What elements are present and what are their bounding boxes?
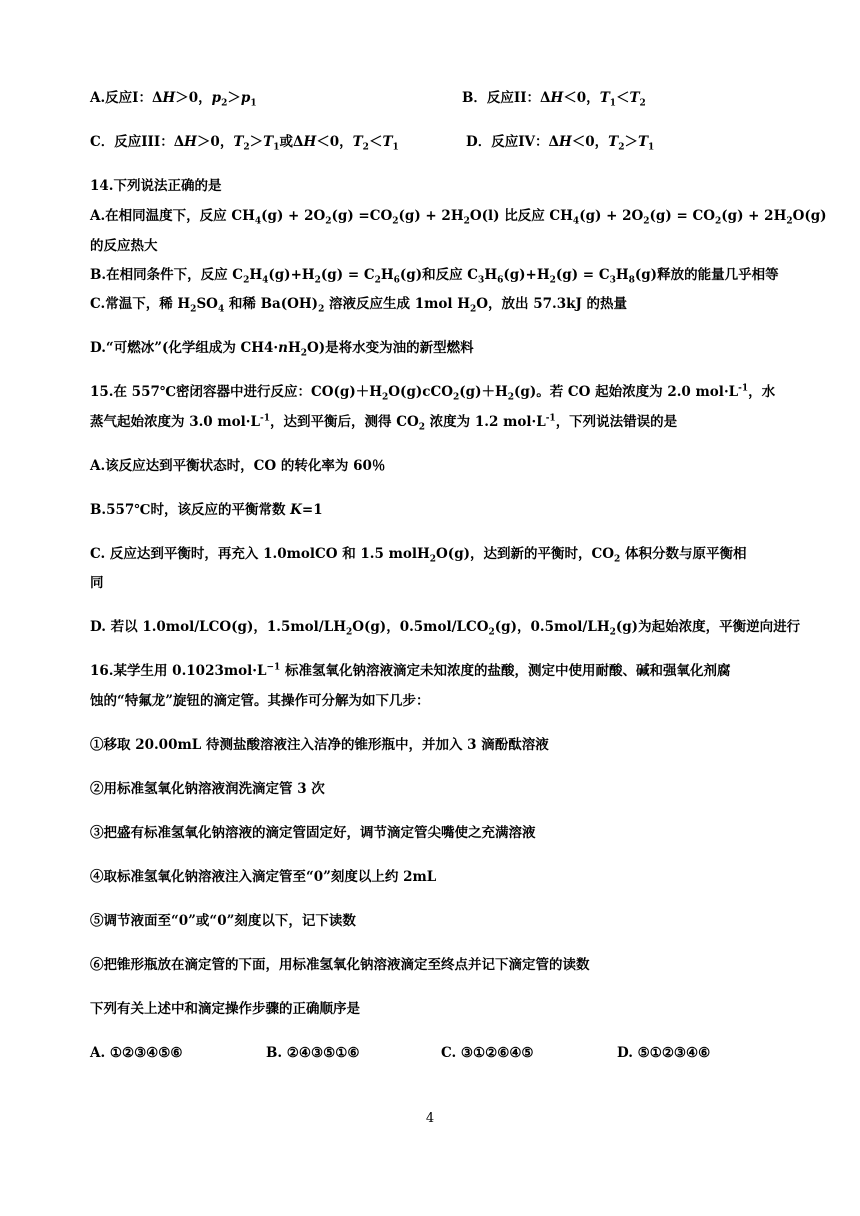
q14-option-c: C.常温下，稀 $H_2SO_4$ 和稀 $Ba(OH)_2$ 溶液反应生成 1mol $H_2O$，放出 57.3kJ 的热量 (90, 296, 628, 315)
q15-option-c-cont: 同 (90, 575, 104, 591)
q16-option-a: A. ①②③④⑤⑥ (90, 1045, 183, 1061)
q16-stem-cont: 蚀的“特氟龙”旋钮的滴定管。其操作可分解为如下几步： (90, 693, 430, 709)
q14-option-a: A.在相同温度下，反应 $CH_4(g) + 2O_2(g) =CO_2(g) + 2H_2O(l)$ 比反应 $CH_4(g) + 2O_2(g) = CO_2(g) + 2H_2O(g)$ (90, 208, 827, 227)
q16-option-c: C. ③①②⑥④⑤ (441, 1045, 534, 1061)
q16-step: ⑤调节液面至“0”或“0”刻度以下，记下读数 (90, 913, 356, 929)
q16-option-d: D. ⑤①②③④⑥ (617, 1045, 711, 1061)
q15-stem: 15.在 557℃密闭容器中进行反应：$CO(g)+H_2O(g)cCO_2(g)+H_2(g)$。若 CO 起始浓度为 2.0 $mol\cdot L^{-1}$，水 (90, 383, 776, 403)
q16-step: ③把盛有标准氢氧化钠溶液的滴定管固定好，调节滴定管尖嘴使之充满溶液 (90, 825, 536, 841)
q14-option-a-cont: 的反应热大 (90, 238, 158, 254)
page-number: 4 (425, 1111, 435, 1126)
q14-stem: 14.下列说法正确的是 (90, 178, 222, 194)
q13-option-c: C．反应III：ΔH＞0，$T_2>T_1$或ΔH＜0，$T_2<T_1$ (90, 134, 399, 153)
q13-option-d: D．反应IV：ΔH＜0，$T_2>T_1$ (466, 134, 655, 153)
q15-option-d: D. 若以 1.0mol/LCO(g)，$1.5mol/LH_2O(g)$，$0.5mol/LCO_2(g)$，$0.5mol/LH_2(g)$为起始浓度，平衡逆向进行 (90, 619, 801, 638)
q15-option-c: C. 反应达到平衡时，再充入 1.0molCO 和 1.5 molH$_2$O(g)，达到新的平衡时，$CO_2$ 体积分数与原平衡相 (90, 546, 747, 565)
q15-stem-cont: 蒸气起始浓度为 3.0 $mol\cdot L^{-1}$，达到平衡后，测得 $CO_2$ 浓度为 1.2 $mol\cdot L^{-1}$，下列说法错误的是 (90, 413, 678, 433)
q16-step: ⑥把锥形瓶放在滴定管的下面，用标准氢氧化钠溶液滴定至终点并记下滴定管的读数 (90, 957, 590, 973)
q15-option-b: B.557℃时，该反应的平衡常数 K=1 (90, 502, 323, 518)
q14-option-b: B.在相同条件下，反应 $C_2H_4(g)+H_2(g) = C_2H_6(g)$和反应 $C_3H_6(g)+H_2(g) = C_3H_8(g)$释放的能量几乎相等 (90, 267, 779, 286)
q16-step: ②用标准氢氧化钠溶液润洗滴定管 3 次 (90, 781, 325, 797)
q14-option-d: D.“可燃冰”(化学组成为 $CH4\cdot nH_2O$)是将水变为油的新型燃料 (90, 340, 474, 359)
q16-stem: 16.某学生用 $0.1023mol\cdot L^{-1}$ 标准氢氧化钠溶液滴定未知浓度的盐酸，测定中使用耐酸、碱和强氧化剂腐 (90, 662, 731, 679)
q13-option-a: A.反应I：ΔH＞0，$p_2>p_1$ (90, 90, 257, 109)
q16-step: ④取标准氢氧化钠溶液注入滴定管至“0”刻度以上约 2mL (90, 869, 437, 885)
q15-option-a: A.该反应达到平衡状态时，CO 的转化率为 60％ (90, 458, 386, 474)
q16-step: ①移取 20.00mL 待测盐酸溶液注入洁净的锥形瓶中，并加入 3 滴酚酞溶液 (90, 737, 549, 753)
q16-question: 下列有关上述中和滴定操作步骤的正确顺序是 (90, 1001, 360, 1017)
q13-option-b: B．反应II：ΔH＜0，$T_1<T_2$ (462, 90, 646, 109)
q16-option-b: B. ②④③⑤①⑥ (266, 1045, 360, 1061)
